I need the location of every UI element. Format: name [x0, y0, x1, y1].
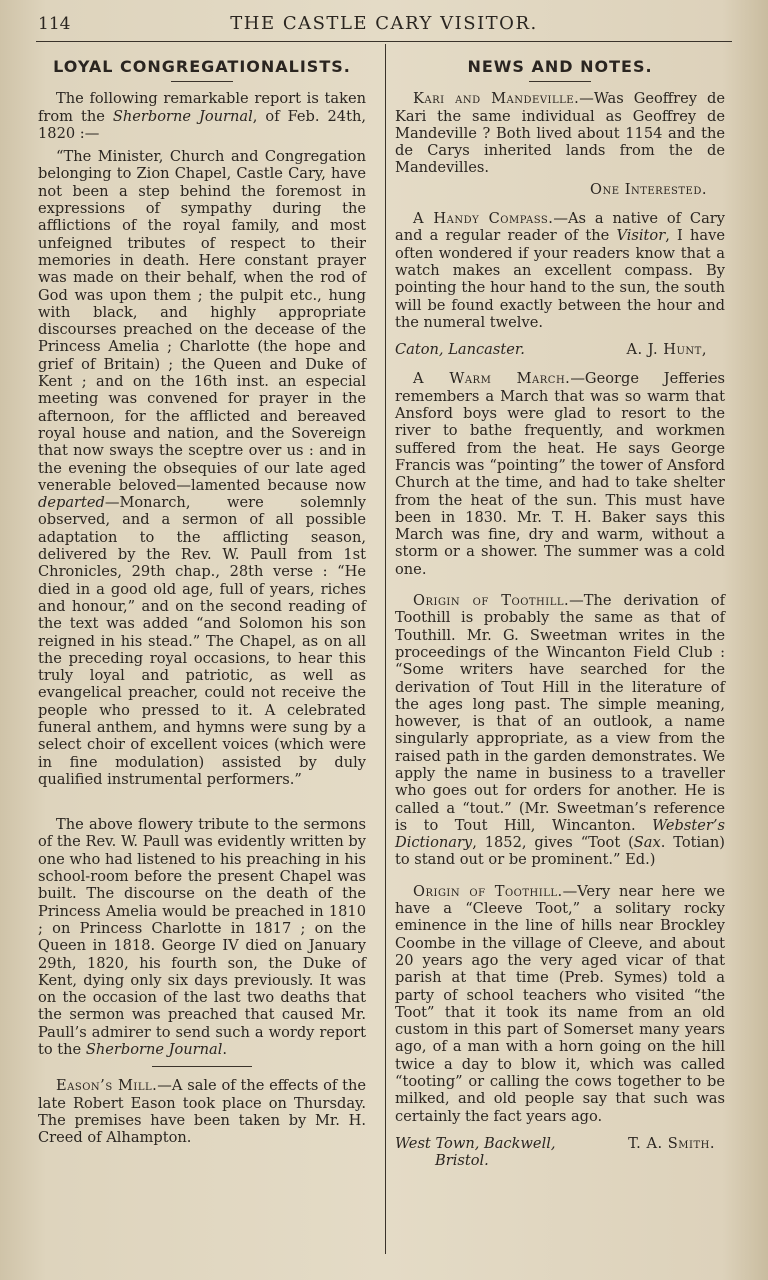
- easons-mill-heading: Eason’s Mill.: [56, 1077, 158, 1095]
- left-column: [38, 58, 366, 1147]
- right-column: [395, 58, 725, 1170]
- section-title-news-and-notes: NEWS AND NOTES.: [467, 57, 653, 76]
- page-header: [0, 0, 768, 42]
- toothill-place: West Town, Backwell,: [395, 1134, 556, 1152]
- title-rule: [171, 81, 233, 82]
- running-title: THE CASTLE CARY VISITOR.: [230, 13, 538, 34]
- commentary-paragraph: The above flowery tribute to the sermons of the Rev. W. Paull was evidently written by one who had listened to his preaching in his school-room before the present Chapel was built. The discourse on the death of the Princess Amelia would be preached in 1810 ; on Princess Charlotte in 1817 ; on the Queen in 1818. George IV died on January 29th, 1820, his fourth son, the Duke of Kent, dying only six days previously. It was on the occasion of the last two deaths that the sermon was preached that caused Mr. Paull’s admirer to send such a wordy report to the Sherborne Journal.: [38, 816, 366, 1059]
- page-number: 114: [38, 14, 71, 34]
- journal-name: Sherborne Journal: [112, 107, 253, 125]
- compass-signature: A. J. Hunt,: [626, 341, 707, 359]
- toothill-paragraph-1: Origin of Toothill.—The derivation of Toothill is probably the same as that of Touthill. Mr. G. Sweetman writes in the proceedings of the Wincanton Field Club : “Some writers have searched for the derivation of Tout Hill in the literature of the ages long past. The simple meaning, however, is that of an outlook, a name singularly appropriate, as a view from the raised path in the garden demonstrates. We apply the name in business to a traveller who goes out for orders for another. He is called a “tout.” (Mr. Sweetman’s reference is to Tout Hill, Wincanton. Webster’s Dictionary, 1852, gives “Toot (Sax. Totian) to stand out or be prominent.” Ed.): [395, 592, 725, 869]
- quoted-report: “The Minister, Church and Congregation belonging to Zion Chapel, Castle Cary, have not been a step behind the foremost in expressions of sympathy during the afflictions of the royal family, and most unfeigned tributes of respect to their memories in death. Here constant prayer was made on their behalf, when the rod of God was upon them ; the pulpit etc., hung with black, and highly appropriate discourses preached on the decease of the Princess Amelia ; Charlotte (the hope and grief of Britain) ; the Queen and Duke of Kent ; and on the 16th inst. an especial meeting was convened for prayer in the afternoon, for the afflicted and bereaved royal house and nation, and the Sovereign that now sways the sceptre over us : and in the evening the obsequies of our late aged venerable beloved—lamented because now departed—Monarch, were solemnly observed, and a sermon of all possible adaptation to the afflicting season, delivered by the Rev. W. Paull from 1st Chronicles, 29th chap., 28th verse : “He died in a good old age, full of years, riches and honour,” and on the second reading of the text was added “and Solomon his son reigned in his stead.” The Chapel, as on all the preceding royal occasions, to hear this truly loyal and patriotic, as well as evangelical preacher, could not receive the people who pressed to it. A celebrated funeral anthem, and hymns were sung by a select choir of excellent voices (which were in fine modulation) assisted by duly qualified instrumental performers.”: [38, 148, 366, 788]
- warm-march-paragraph: A Warm March.—George Jefferies remembers a March that was so warm that Ansford boys were glad to resort to the river to bathe frequently, and workmen suffered from the heat. He says George Francis was “pointing” the tower of Ansford Church at the time, and had to take shelter from the heat of the sun. This must have been in 1830. Mr. T. H. Baker says this March was fine, dry and warm, without a storm or a shower. The summer was a cold one.: [395, 370, 726, 578]
- toothill-signature: T. A. Smith.: [628, 1134, 715, 1152]
- column-divider: [385, 44, 386, 1254]
- kari-signature: One Interested.: [590, 180, 707, 198]
- compass-signature-line: [395, 341, 725, 358]
- block-rule: [152, 1066, 252, 1067]
- compass-paragraph: A Handy Compass.—As a native of Cary and a regular reader of the Visitor, I have often wondered if your readers know that a watch makes an excellent compass. By pointing the hour hand to the sun, the south will be found exactly between the hour and the numeral twelve.: [395, 210, 726, 331]
- section-title-loyal-congregationalists: LOYAL CONGREGATIONALISTS.: [53, 57, 351, 76]
- easons-mill-paragraph: Eason’s Mill.—A sale of the effects of the late Robert Eason took place on Thursday. The premises have been taken by Mr. H. Creed of Alhampton.: [38, 1077, 366, 1147]
- toothill-paragraph-2: Origin of Toothill.—Very near here we have a “Cleeve Toot,” a solitary rocky eminence in the line of hills near Brockley Coombe in the village of Cleeve, and about 20 years ago the very aged vicar of that parish at that time (Preb. Symes) told a party of school teachers who visited “the Toot” that it took its name from an old custom in this part of Somerset many years ago, of a man with a horn going on the hill twice a day to blow it, which was called “tooting” or calling the cows together to be milked, and old people say that such was certainly the fact years ago.: [395, 882, 725, 1125]
- intro-paragraph: The following remarkable report is taken from the Sherborne Journal, of Feb. 24th, 1820 :—: [38, 90, 366, 142]
- toothill-place-2: Bristol.: [435, 1152, 489, 1170]
- toothill-signature-line: [395, 1135, 725, 1152]
- compass-place: Caton, Lancaster.: [395, 341, 525, 359]
- title-rule: [529, 81, 591, 82]
- section-gap: [38, 788, 366, 816]
- kari-paragraph: Kari and Mandeville.—Was Geoffrey de Kari the same individual as Geoffrey de Mandeville ? Both lived about 1154 and the de Carys inherited lands from the de Mandevilles.: [395, 90, 726, 177]
- header-rule: [36, 41, 732, 42]
